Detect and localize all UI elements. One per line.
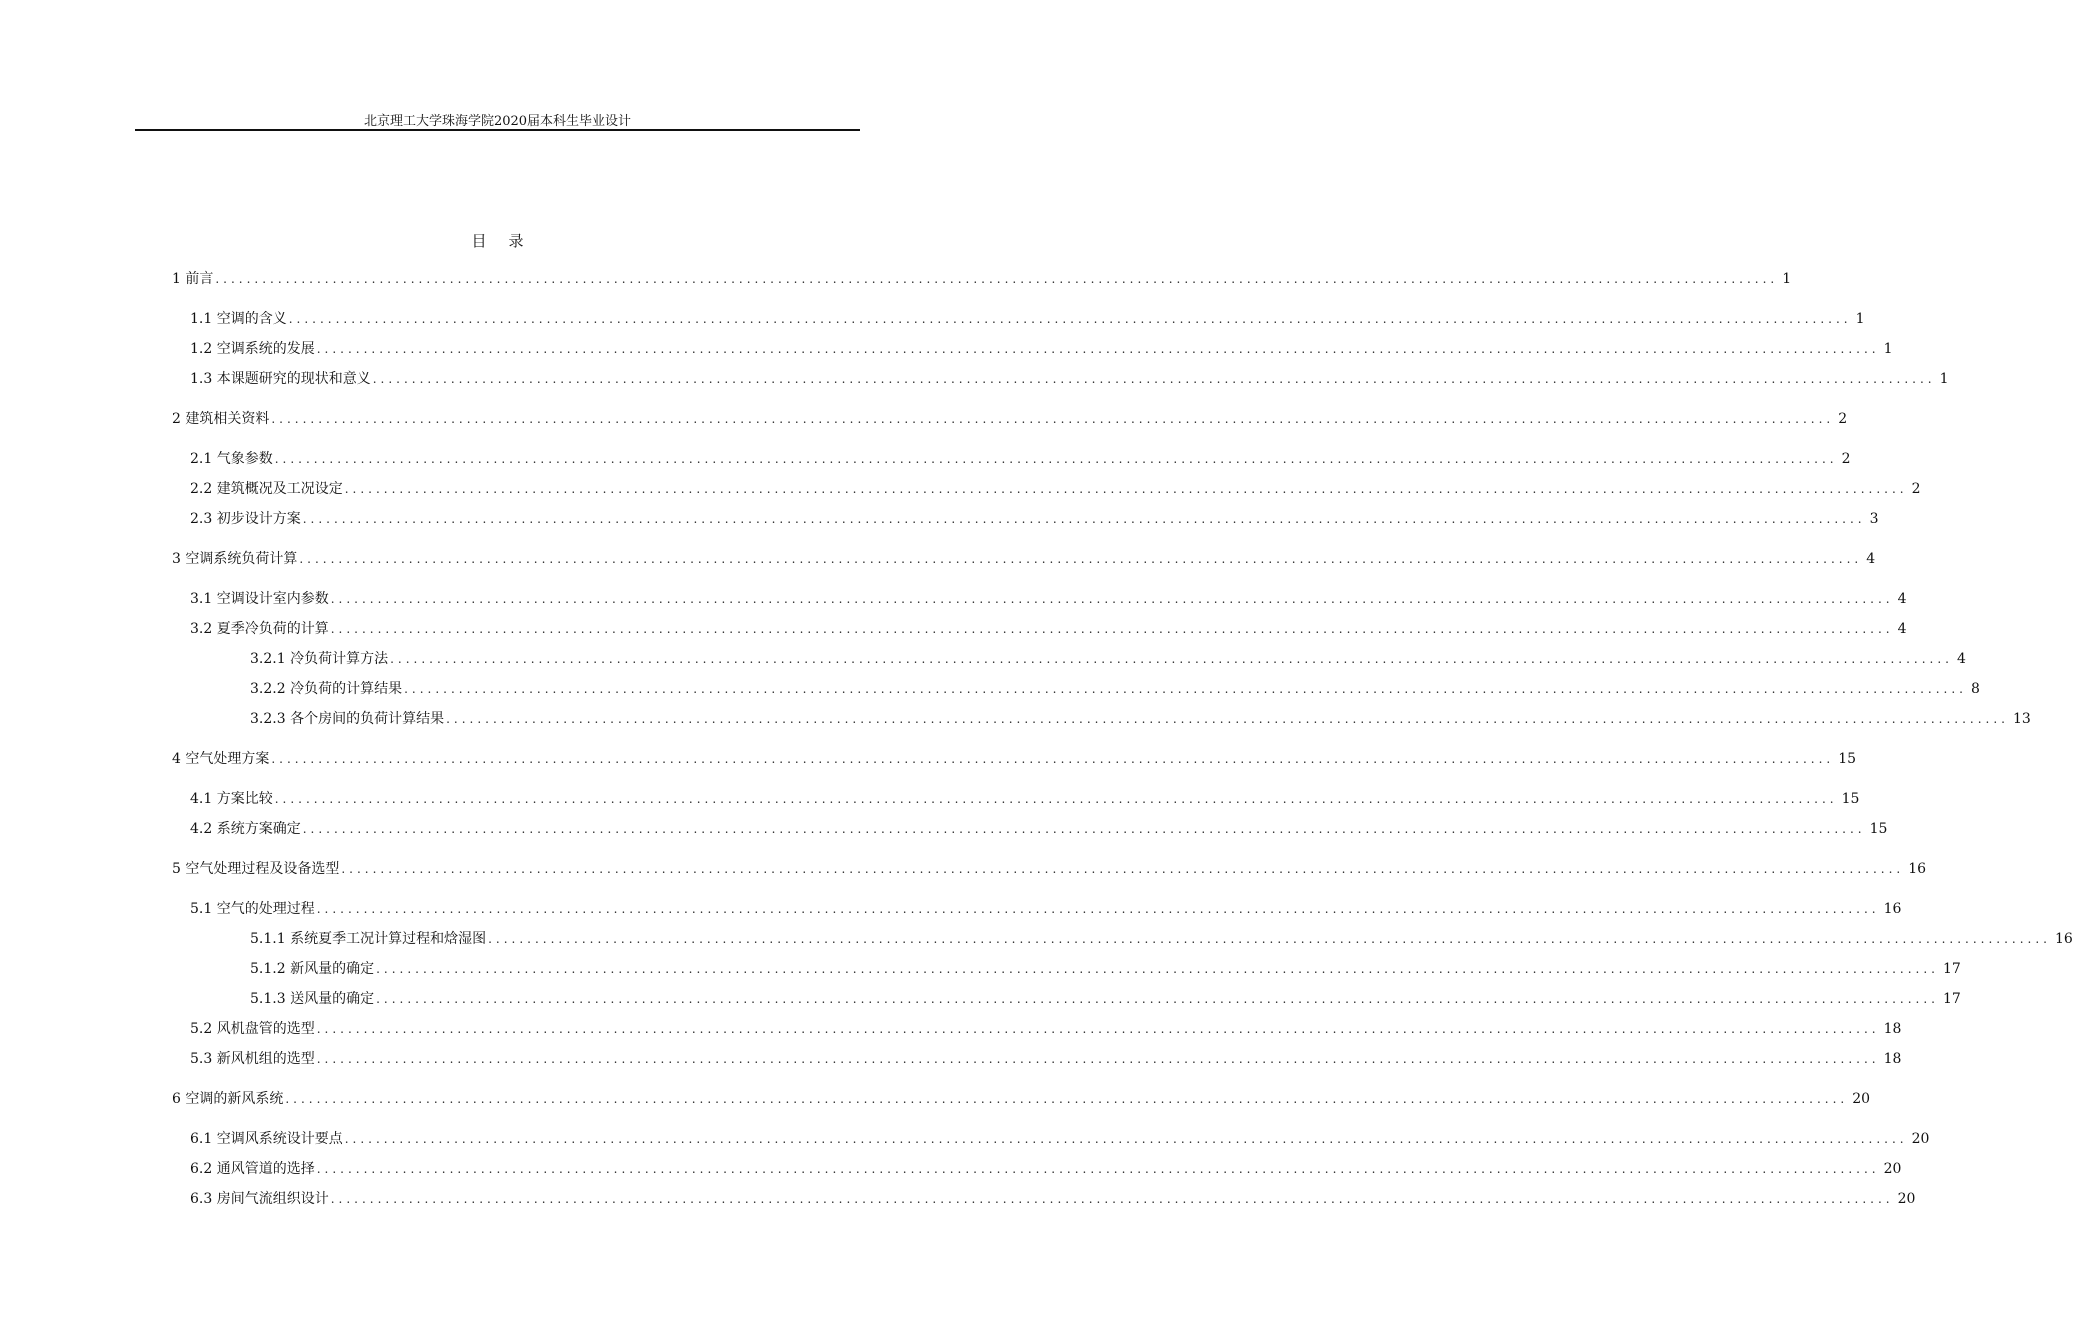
toc-entry-label: 2.2 建筑概况及工况设定: [190, 481, 343, 497]
toc-entry-page-number: 15: [1869, 821, 1888, 837]
dot-leader: ........................................................................................................................................................................................................: [316, 1052, 1880, 1066]
dot-leader: ........................................................................................................................................................................................................: [271, 752, 1835, 766]
toc-entry[interactable]: [190, 449, 1851, 469]
page-header: 北京理工大学珠海学院2020届本科生毕业设计: [363, 114, 632, 129]
dot-leader: ........................................................................................................................................................................................................: [376, 992, 1939, 1006]
toc-entry-page-number: 13: [2012, 711, 2031, 727]
toc-entry-label: 3.2.2 冷负荷的计算结果: [250, 681, 403, 697]
toc-entry[interactable]: [172, 549, 1876, 569]
toc-entry-label: 6.2 通风管道的选择: [190, 1161, 315, 1177]
dot-leader: ........................................................................................................................................................................................................: [316, 1162, 1880, 1176]
toc-entry-label: 6.1 空调风系统设计要点: [190, 1131, 343, 1147]
toc-entry-label: 3.2 夏季冷负荷的计算: [190, 621, 329, 637]
toc-entry[interactable]: [250, 679, 1980, 699]
toc-entry[interactable]: [190, 619, 1907, 639]
toc-entry-label: 2.1 气象参数: [190, 451, 273, 467]
toc-entry-page-number: 17: [1942, 991, 1961, 1007]
toc-entry-page-number: 18: [1883, 1051, 1902, 1067]
toc-entry-page-number: 4: [1897, 621, 1907, 637]
dot-leader: ........................................................................................................................................................................................................: [446, 712, 2009, 726]
toc-entry-label: 1 前言: [172, 271, 214, 287]
toc-entry[interactable]: [190, 789, 1860, 809]
dot-leader: ........................................................................................................................................................................................................: [215, 272, 1779, 286]
dot-leader: ........................................................................................................................................................................................................: [299, 552, 1863, 566]
toc-entry[interactable]: [190, 819, 1888, 839]
toc-entry[interactable]: [190, 589, 1907, 609]
toc-entry-label: 1.2 空调系统的发展: [190, 341, 315, 357]
dot-leader: ........................................................................................................................................................................................................: [376, 962, 1939, 976]
dot-leader: ........................................................................................................................................................................................................: [341, 862, 1905, 876]
dot-leader: ........................................................................................................................................................................................................: [488, 932, 2051, 946]
dot-leader: ........................................................................................................................................................................................................: [271, 412, 1835, 426]
toc-entry-label: 3.2.1 冷负荷计算方法: [250, 651, 389, 667]
toc-entry-page-number: 1: [1883, 341, 1893, 357]
toc-entry-label: 5 空气处理过程及设备选型: [172, 861, 340, 877]
toc-entry[interactable]: [172, 859, 1927, 879]
toc-entry[interactable]: [190, 479, 1921, 499]
toc-entry[interactable]: [190, 509, 1879, 529]
toc-entry-label: 4.1 方案比较: [190, 791, 273, 807]
toc-entry-page-number: 20: [1911, 1131, 1930, 1147]
dot-leader: ........................................................................................................................................................................................................: [330, 1192, 1894, 1206]
toc-entry-page-number: 1: [1855, 311, 1865, 327]
toc-entry-label: 6 空调的新风系统: [172, 1091, 284, 1107]
toc-entry-label: 5.1.1 系统夏季工况计算过程和焓湿图: [250, 931, 487, 947]
toc-entry[interactable]: [190, 1159, 1902, 1179]
toc-entry-page-number: 16: [1908, 861, 1927, 877]
dot-leader: ........................................................................................................................................................................................................: [404, 682, 1967, 696]
toc-entry-page-number: 8: [1970, 681, 1980, 697]
toc-entry-label: 5.2 风机盘管的选型: [190, 1021, 315, 1037]
toc-entry[interactable]: [190, 339, 1893, 359]
toc-entry[interactable]: [190, 309, 1865, 329]
dot-leader: ........................................................................................................................................................................................................: [390, 652, 1953, 666]
dot-leader: ........................................................................................................................................................................................................: [274, 792, 1838, 806]
toc-entry-page-number: 15: [1841, 791, 1860, 807]
toc-entry[interactable]: [250, 989, 1961, 1009]
toc-title: 目录: [471, 232, 546, 250]
dot-leader: ........................................................................................................................................................................................................: [285, 1092, 1849, 1106]
toc-entry[interactable]: [250, 649, 1966, 669]
toc-entry-page-number: 4: [1897, 591, 1907, 607]
toc-entry[interactable]: [190, 369, 1949, 389]
toc-entry-label: 4.2 系统方案确定: [190, 821, 301, 837]
toc-entry[interactable]: [190, 1019, 1902, 1039]
toc-entry-label: 1.3 本课题研究的现状和意义: [190, 371, 371, 387]
toc-entry-page-number: 3: [1869, 511, 1879, 527]
toc-entry-page-number: 16: [1883, 901, 1902, 917]
toc-entry-page-number: 2: [1838, 411, 1848, 427]
toc-entry-page-number: 17: [1942, 961, 1961, 977]
toc-entry-label: 5.1.2 新风量的确定: [250, 961, 375, 977]
toc-entry[interactable]: [172, 749, 1857, 769]
toc-entry-label: 3.1 空调设计室内参数: [190, 591, 329, 607]
toc-entry-page-number: 1: [1782, 271, 1792, 287]
toc-entry-page-number: 1: [1939, 371, 1949, 387]
toc-entry-page-number: 15: [1838, 751, 1857, 767]
toc-entry-page-number: 20: [1883, 1161, 1902, 1177]
dot-leader: ........................................................................................................................................................................................................: [372, 372, 1936, 386]
toc-entry-label: 5.1.3 送风量的确定: [250, 991, 375, 1007]
toc-entry[interactable]: [250, 709, 2031, 729]
dot-leader: ........................................................................................................................................................................................................: [316, 902, 1880, 916]
toc-entry-label: 1.1 空调的含义: [190, 311, 287, 327]
toc-entry-label: 3.2.3 各个房间的负荷计算结果: [250, 711, 445, 727]
toc-entry-label: 5.3 新风机组的选型: [190, 1051, 315, 1067]
dot-leader: ........................................................................................................................................................................................................: [302, 822, 1866, 836]
dot-leader: ........................................................................................................................................................................................................: [302, 512, 1866, 526]
dot-leader: ........................................................................................................................................................................................................: [330, 592, 1894, 606]
toc-entry-page-number: 2: [1841, 451, 1851, 467]
dot-leader: ........................................................................................................................................................................................................: [274, 452, 1838, 466]
toc-entry-page-number: 20: [1852, 1091, 1871, 1107]
toc-entry[interactable]: [250, 959, 1961, 979]
toc-entry[interactable]: [172, 409, 1848, 429]
dot-leader: ........................................................................................................................................................................................................: [330, 622, 1894, 636]
toc-entry[interactable]: [190, 1189, 1916, 1209]
toc-entry-page-number: 4: [1866, 551, 1876, 567]
toc-entry-label: 5.1 空气的处理过程: [190, 901, 315, 917]
toc-entry[interactable]: [190, 899, 1902, 919]
toc-entry-label: 3 空调系统负荷计算: [172, 551, 298, 567]
dot-leader: ........................................................................................................................................................................................................: [316, 342, 1880, 356]
toc-entry-page-number: 4: [1956, 651, 1966, 667]
toc-entry-label: 6.3 房间气流组织设计: [190, 1191, 329, 1207]
toc-entry-label: 2.3 初步设计方案: [190, 511, 301, 527]
toc-entry-label: 2 建筑相关资料: [172, 411, 270, 427]
toc-entry[interactable]: [250, 929, 2073, 949]
dot-leader: ........................................................................................................................................................................................................: [316, 1022, 1880, 1036]
toc-entry[interactable]: [190, 1049, 1902, 1069]
dot-leader: ........................................................................................................................................................................................................: [344, 1132, 1908, 1146]
toc-entry-page-number: 16: [2054, 931, 2073, 947]
dot-leader: ........................................................................................................................................................................................................: [288, 312, 1852, 326]
toc-entry[interactable]: [172, 269, 1792, 289]
toc-entry-label: 4 空气处理方案: [172, 751, 270, 767]
toc-entry[interactable]: [172, 1089, 1871, 1109]
dot-leader: ........................................................................................................................................................................................................: [344, 482, 1908, 496]
toc-entry[interactable]: [190, 1129, 1930, 1149]
toc-entry-page-number: 18: [1883, 1021, 1902, 1037]
toc-entry-page-number: 20: [1897, 1191, 1916, 1207]
toc-entry-page-number: 2: [1911, 481, 1921, 497]
